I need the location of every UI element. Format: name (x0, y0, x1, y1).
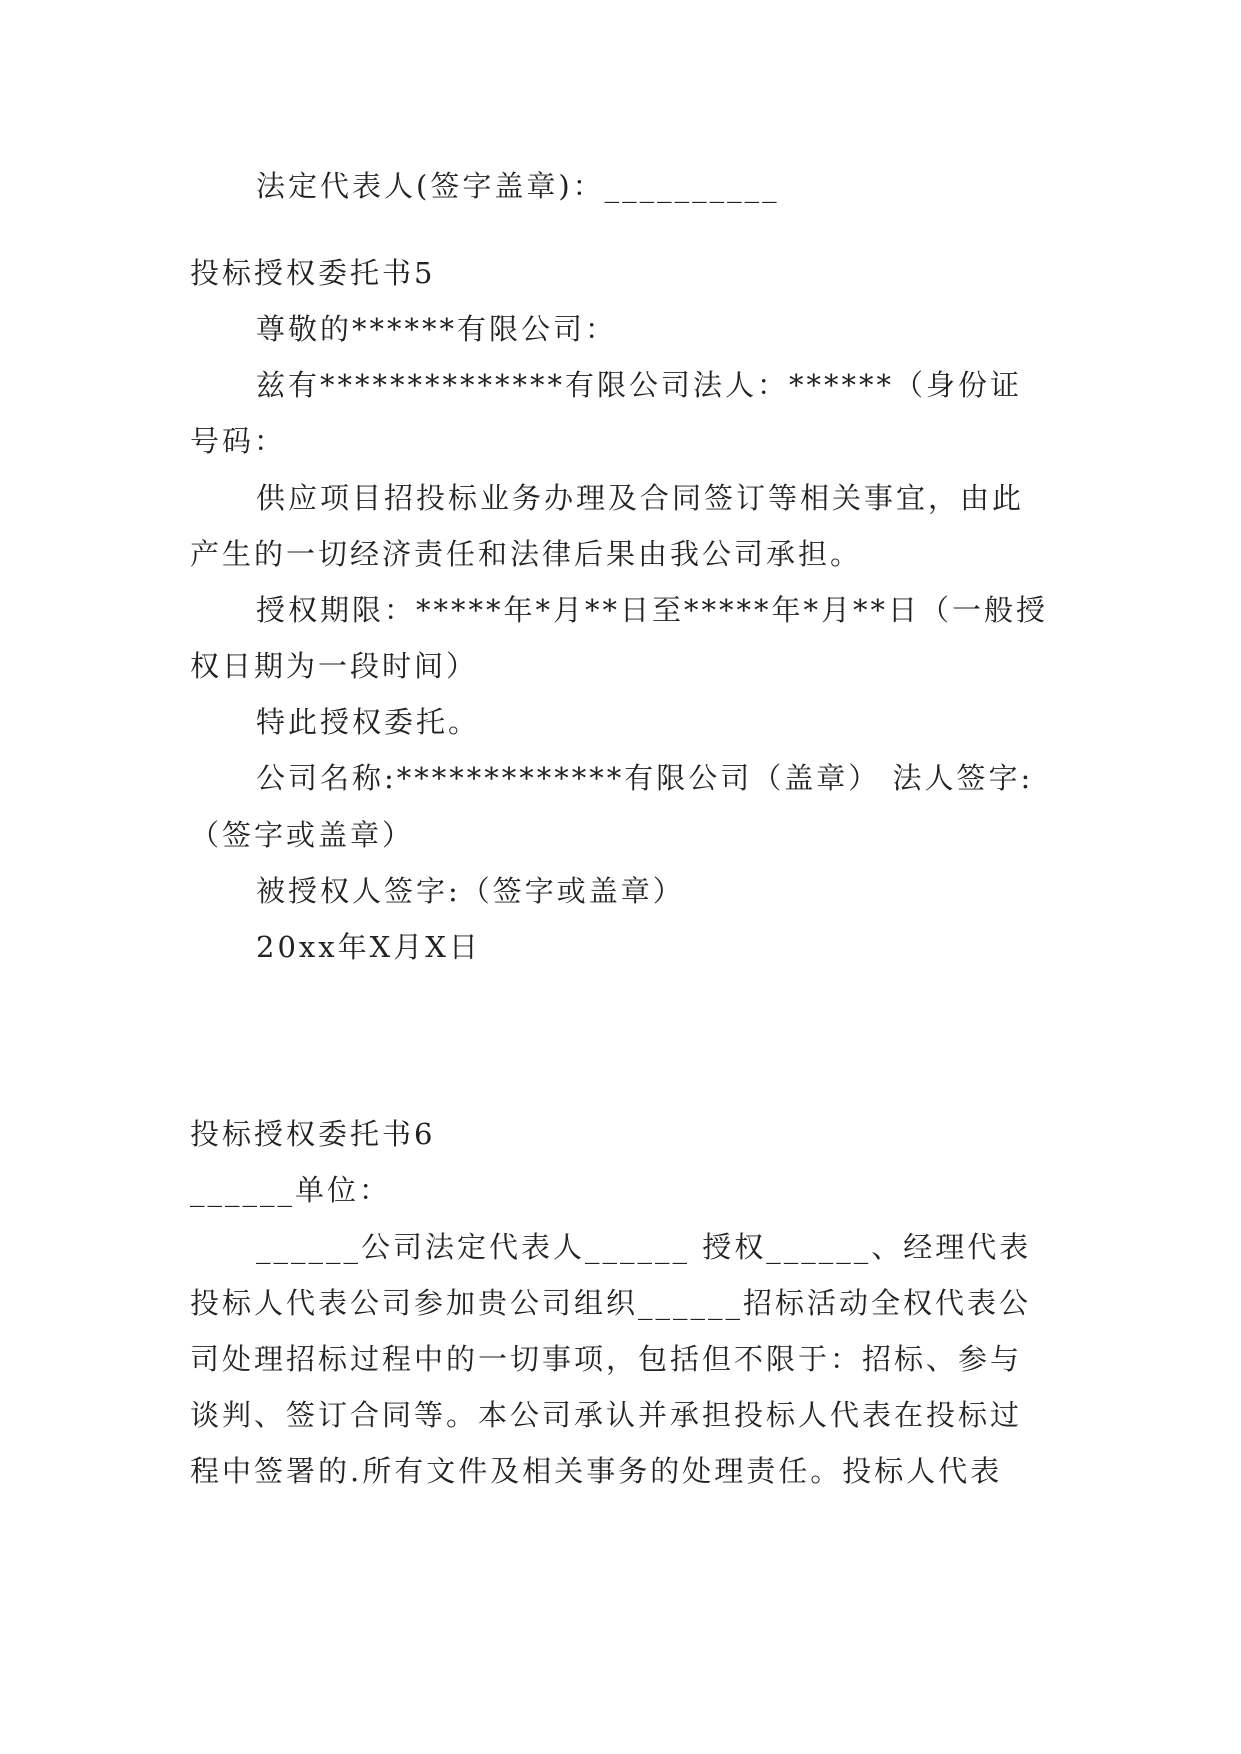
paragraph-line: 供应项目招投标业务办理及合同签订等相关事宜，由此 (256, 481, 1025, 515)
paragraph-line: 特此授权委托。 (256, 705, 481, 739)
legal-rep-signature-line: 法定代表人(签字盖章)：__________ (256, 169, 780, 203)
paragraph-line: 兹有**************有限公司法人：******（身份证 (256, 368, 1023, 402)
paragraph-line: 产生的一切经济责任和法律后果由我公司承担。 (190, 537, 863, 571)
salutation-line: 尊敬的******有限公司： (256, 312, 618, 346)
paragraph-line: ______公司法定代表人______ 授权______、经理代表 (256, 1230, 1032, 1264)
paragraph-line: 授权期限：*****年*月**日至*****年*月**日（一般授 (256, 593, 1049, 627)
section-5-heading: 投标授权委托书5 (190, 256, 436, 290)
paragraph-line: 投标人代表公司参加贵公司组织______招标活动全权代表公 (190, 1286, 1032, 1320)
authorized-signature-line: 被授权人签字:（签字或盖章） (256, 874, 685, 908)
paragraph-line: 谈判、签订合同等。本公司承认并承担投标人代表在投标过 (190, 1398, 1023, 1432)
company-name-line: 公司名称:*************有限公司（盖章） 法人签字: (256, 761, 1034, 795)
paragraph-line: 权日期为一段时间） (190, 649, 479, 683)
section-6-heading: 投标授权委托书6 (190, 1117, 436, 1151)
paragraph-line: 程中签署的.所有文件及相关事务的处理责任。投标人代表 (190, 1454, 1003, 1488)
paragraph-line: 司处理招标过程中的一切事项，包括但不限于：招标、参与 (190, 1342, 1023, 1376)
paragraph-line: 号码： (190, 424, 287, 458)
date-line: 20xx年X月X日 (256, 930, 481, 964)
paragraph-line: （签字或盖章） (190, 818, 415, 852)
unit-line: ______单位： (190, 1173, 392, 1207)
